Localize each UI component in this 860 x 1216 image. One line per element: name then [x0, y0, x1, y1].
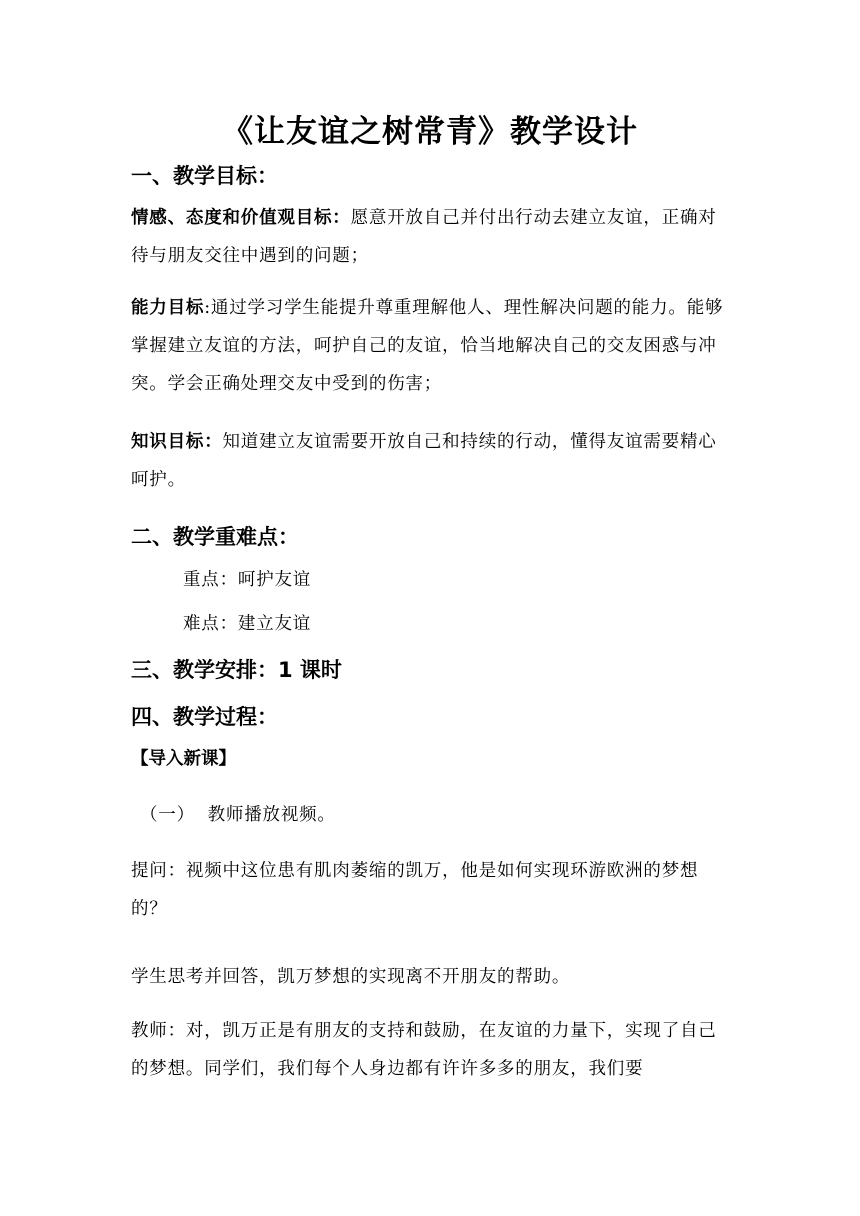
heading-key-points: 二、教学重难点： — [131, 525, 299, 549]
ability-goal-text: :通过学习学生能提升尊重理解他人、理性解决问题的能力。能够掌握建立友谊的方法，呵护自己的友谊，恰当地解决自己的交友困惑与冲突。学会正确处理交友中受到的伤害； — [131, 298, 724, 394]
step-one: （一） 教师播放视频。 — [140, 805, 336, 825]
knowledge-goal-label: 知识目标： — [131, 432, 223, 452]
key-point: 重点：呵护友谊 — [183, 570, 312, 590]
intro-section-label: 【导入新课】 — [131, 749, 236, 769]
answer-paragraph: 学生思考并回答，凯万梦想的实现离不开朋友的帮助。 — [131, 967, 571, 987]
paragraph-emotion-goal — [131, 199, 731, 275]
heading-teaching-goals: 一、教学目标： — [131, 164, 278, 188]
ability-goal-label: 能力目标 — [131, 298, 205, 318]
knowledge-goal-text: 知道建立友谊需要开放自己和持续的行动，懂得友谊需要精心呵护。 — [131, 432, 717, 490]
heading-teaching-process: 四、教学过程： — [131, 705, 278, 729]
difficult-point: 难点：建立友谊 — [183, 614, 312, 634]
question-paragraph: 提问：视频中这位患有肌肉萎缩的凯万，他是如何实现环游欧洲的梦想的？ — [131, 861, 699, 919]
paragraph-knowledge-goal — [131, 423, 731, 499]
document-title: 《让友谊之树常青》教学设计 — [222, 114, 638, 150]
paragraph-ability-goal — [131, 289, 731, 403]
emotion-goal-label: 情感、态度和价值观目标： — [131, 208, 351, 228]
heading-schedule: 三、教学安排：1 课时 — [131, 658, 342, 682]
emotion-goal-text: 愿意开放自己并付出行动去建立友谊，正确对待与朋友交往中遇到的问题； — [131, 208, 717, 266]
teacher-paragraph: 教师：对，凯万正是有朋友的支持和鼓励，在友谊的力量下，实现了自己的梦想。同学们，我们每个人身边都有许许多多的朋友，我们要 — [131, 1021, 717, 1079]
